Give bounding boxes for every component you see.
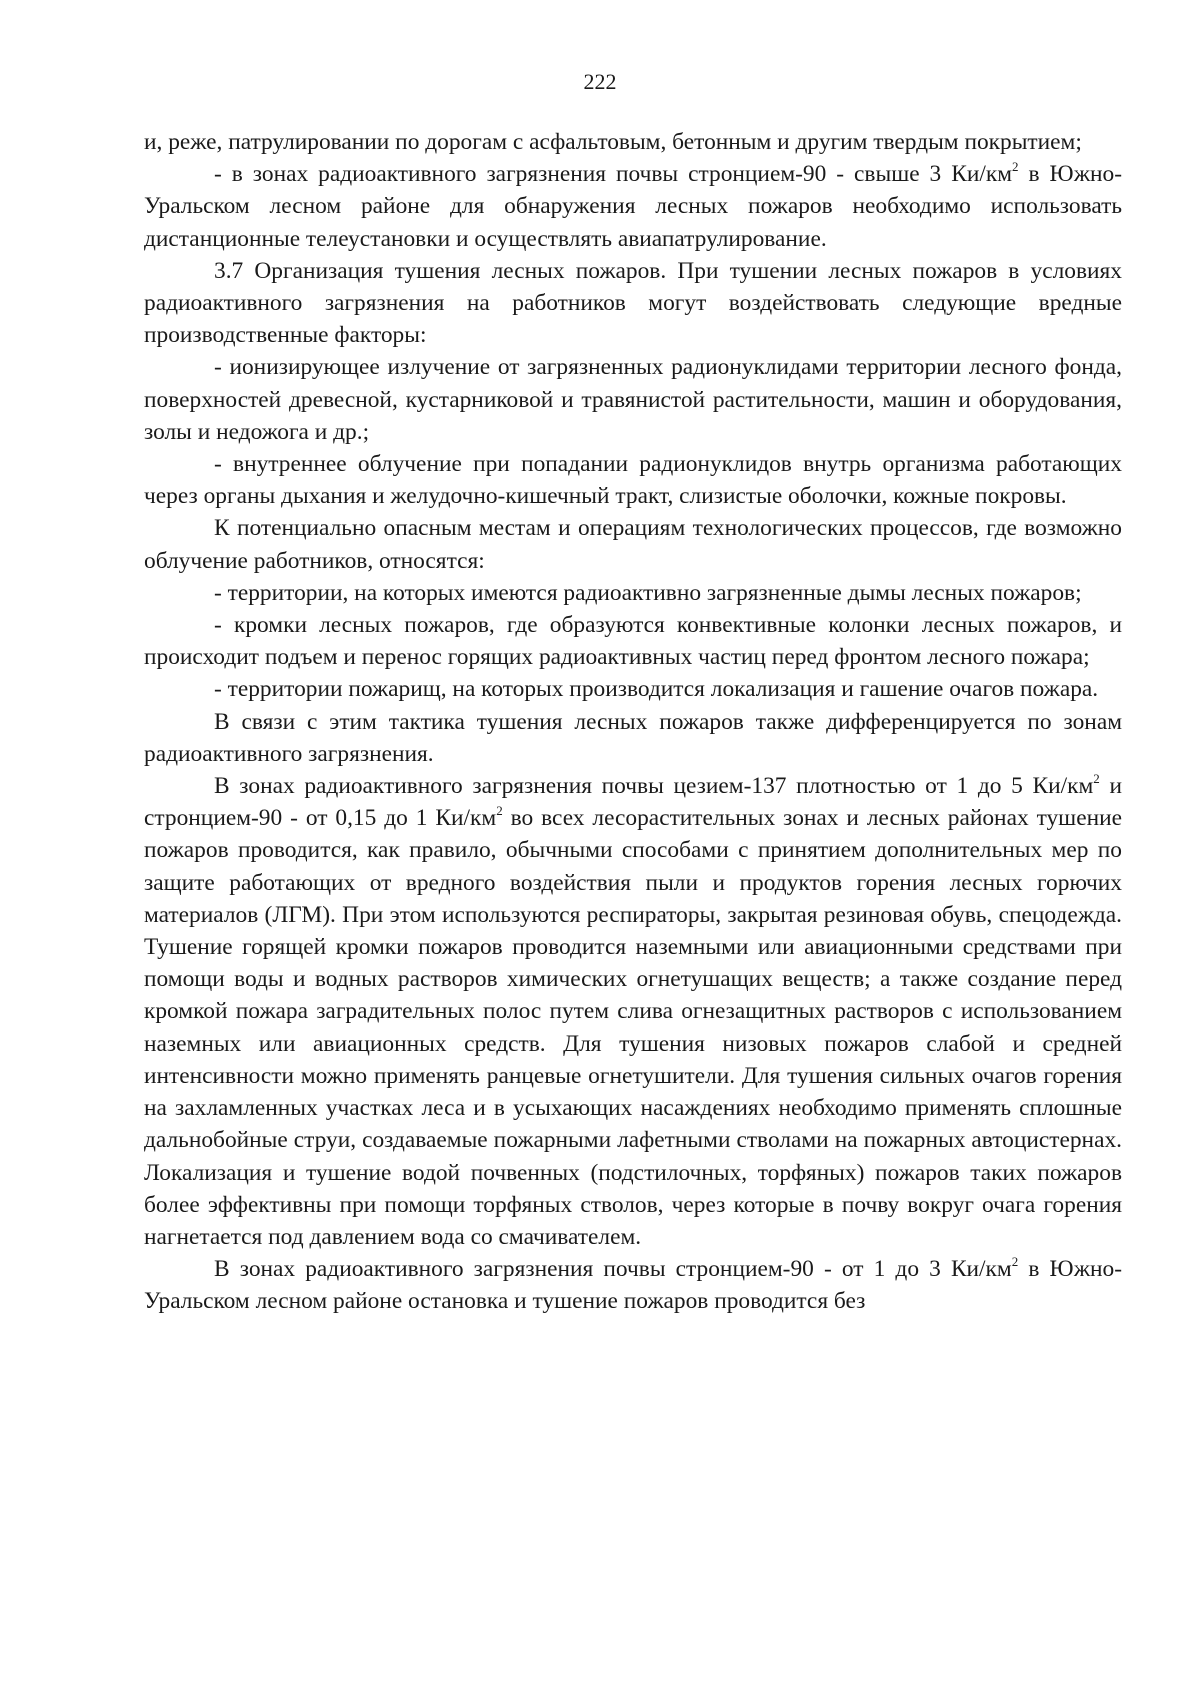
paragraph-4 — [144, 351, 1122, 448]
paragraph-11 — [144, 770, 1122, 1253]
superscript: 2 — [1093, 771, 1100, 787]
paragraph-2 — [144, 158, 1122, 255]
paragraph-10 — [144, 706, 1122, 770]
paragraph-5 — [144, 448, 1122, 512]
paragraph-7 — [144, 577, 1122, 609]
superscript: 2 — [496, 803, 503, 819]
document-body — [144, 126, 1122, 1318]
paragraph-text: - в зонах радиоактивного загрязнения почвы стронцием-90 - свыше 3 Ки/км — [214, 161, 1013, 188]
paragraph-text: в Южно-Уральском лесном районе для обнаружения лесных пожаров необходимо использовать дистанционные телеустановки и осуществлять авиапатрулирование. — [144, 161, 1122, 252]
paragraph-text: - внутреннее облучение при попадании радионуклидов внутрь организма работающих через органы дыхания и желудочно-кишечный тракт, слизистые оболочки, кожные покровы. — [144, 451, 1122, 510]
paragraph-text: 3.7 Организация тушения лесных пожаров. При тушении лесных пожаров в условиях радиоактивного загрязнения на работников могут воздействовать следующие вредные производственные факторы: — [144, 257, 1122, 349]
paragraph-text: В зонах радиоактивного загрязнения почвы стронцием-90 - от 1 до 3 Ки/км — [214, 1256, 1012, 1283]
paragraph-text: и стронцием-90 - от 0,15 до 1 Ки/км — [144, 773, 1122, 832]
paragraph-text: и, реже, патрулировании по дорогам с асфальтовым, бетонным и другим твердым покрытием; — [144, 129, 1082, 155]
paragraph-text: В зонах радиоактивного загрязнения почвы цезием-137 плотностью от 1 до 5 Ки/км — [214, 773, 1094, 800]
paragraph-text: - кромки лесных пожаров, где образуются конвективные колонки лесных пожаров, и происходит подъем и перенос горящих радиоактивных частиц перед фронтом лесного пожара; — [144, 612, 1122, 671]
paragraph-text: - территории, на которых имеются радиоактивно загрязненные дымы лесных пожаров; — [214, 579, 1082, 606]
paragraph-6 — [144, 512, 1122, 576]
paragraph-9 — [144, 673, 1122, 705]
paragraph-8 — [144, 609, 1122, 673]
superscript: 2 — [1011, 1254, 1019, 1270]
page-number: 222 — [583, 69, 617, 94]
paragraph-3 — [144, 255, 1122, 352]
paragraph-text: К потенциально опасным местам и операциям технологических процессов, где возможно облучение работников, относятся: — [144, 515, 1122, 574]
paragraph-text: - ионизирующее излучение от загрязненных радионуклидами территории лесного фонда, поверхностей древесной, кустарниковой и травянистой растительности, машин и оборудования, золы и недожога и др.; — [144, 354, 1122, 445]
superscript: 2 — [1012, 159, 1019, 175]
paragraph-12 — [144, 1253, 1122, 1317]
paragraph-1 — [144, 126, 1122, 158]
paragraph-text: в Южно-Уральском лесном районе остановка и тушение пожаров проводится без — [144, 1256, 1123, 1315]
paragraph-text: В связи с этим тактика тушения лесных пожаров также дифференцируется по зонам радиоактивного загрязнения. — [144, 708, 1122, 767]
paragraph-text: во всех лесорастительных зонах и лесных районах тушение пожаров проводится, как правило, обычными способами с принятием дополнительных мер по защите работающих от вредного воздействия пыли и продуктов горения лесных горючих материалов (ЛГМ). При этом используются респираторы, закрытая резиновая обувь, спецодежда. Тушение горящей кромки пожаров проводится наземными или авиационными средствами при помощи воды и водных растворов химических огнетушащих веществ; а также создание перед кромкой пожара заградительных полос путем слива огнезащитных растворов с использованием наземных или авиационных средств. Для тушения низовых пожаров слабой и средней интенсивности можно применять ранцевые огнетушители. Для тушения сильных очагов горения на захламленных участках леса и в усыхающих насаждениях необходимо применять сплошные дальнобойные струи, создаваемые пожарными лафетными стволами на пожарных автоцистернах. Локализация и тушение водой почвенных (подстилочных, торфяных) пожаров таких пожаров более эффективны при помощи торфяных стволов, через которые в почву вокруг очага горения нагнетается под давлением вода со смачивателем. — [144, 805, 1122, 1250]
paragraph-text: - территории пожарищ, на которых производится локализация и гашение очагов пожара. — [214, 676, 1099, 703]
